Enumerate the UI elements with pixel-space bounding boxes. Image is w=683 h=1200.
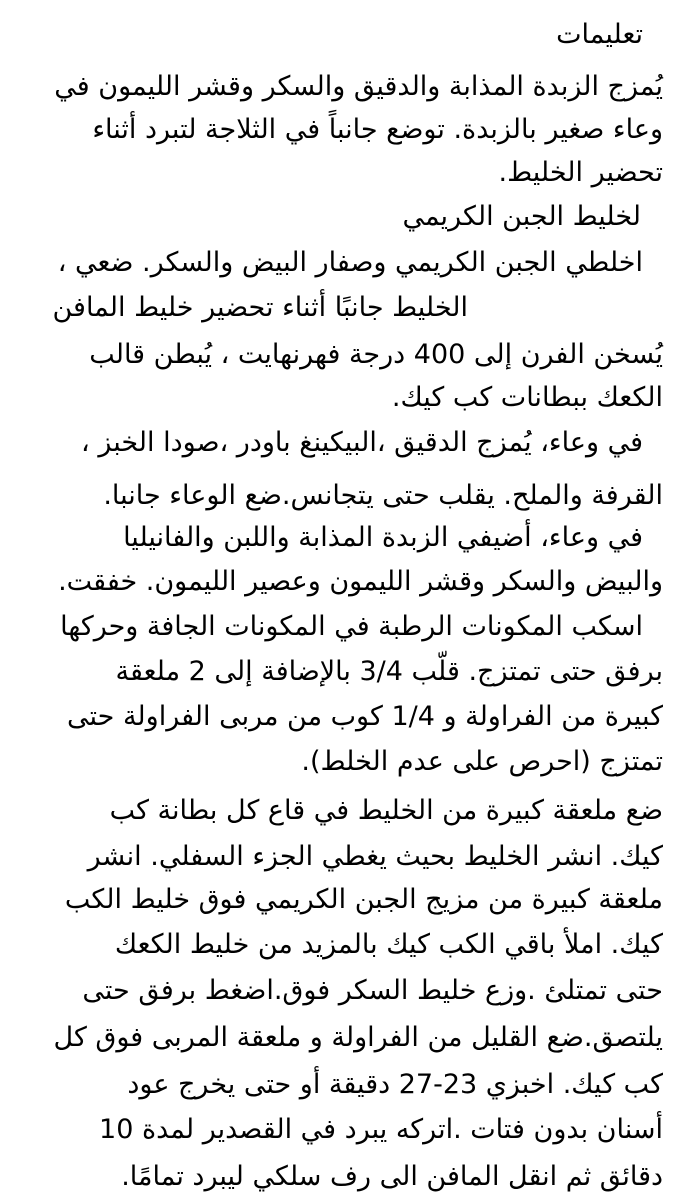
text-line: الخليط جانبًا أثناء تحضير خليط المافن <box>52 292 468 323</box>
text-line: حتى تمتلئ .وزع خليط السكر فوق.اضغط برفق حتى <box>82 975 663 1006</box>
text-line: تحضير الخليط. <box>498 157 663 188</box>
text-line: برفق حتى تمتزج. قلّب 3/4 بالإضافة إلى 2 ملعقة <box>115 656 663 687</box>
text-line: وعاء صغير بالزبدة. توضع جانباً في الثلاجة لتبرد أثناء <box>92 114 663 145</box>
text-line: كيك. انشر الخليط بحيث يغطي الجزء السفلي. انشر <box>87 841 663 872</box>
text-line: والبيض والسكر وقشر الليمون وعصير الليمون. خفقت. <box>58 566 663 597</box>
text-line: ضع ملعقة كبيرة من الخليط في قاع كل بطانة كب <box>109 795 663 826</box>
text-line: كيك. املأ باقي الكب كيك بالمزيد من خليط الكعك <box>114 929 663 960</box>
text-line: الكعك ببطانات كب كيك. <box>391 382 663 413</box>
text-line: كبيرة من الفراولة و 1/4 كوب من مربى الفراولة حتى <box>67 701 663 732</box>
text-line: كب كيك. اخبزي 23-27 دقيقة أو حتى يخرج عود <box>127 1069 663 1100</box>
text-line: اسكب المكونات الرطبة في المكونات الجافة وحركها <box>60 611 643 642</box>
text-line: أسنان بدون فتات .اتركه يبرد في القصدير لمدة 10 <box>99 1114 663 1145</box>
text-line: يُمزج الزبدة المذابة والدقيق والسكر وقشر الليمون في <box>54 71 663 102</box>
text-line: يلتصق.ضع القليل من الفراولة و ملعقة المربى فوق كل <box>53 1022 663 1053</box>
text-line: تمتزج (احرص على عدم الخلط). <box>301 746 663 777</box>
text-line: ملعقة كبيرة من مزيج الجبن الكريمي فوق خليط الكب <box>64 884 663 915</box>
text-line: في وعاء، أضيفي الزبدة المذابة واللبن والفانيليا <box>123 522 643 553</box>
text-line: دقائق ثم انقل المافن الى رف سلكي ليبرد تمامًا. <box>121 1161 663 1192</box>
text-line: يُسخن الفرن إلى 400 درجة فهرنهايت ، يُبطن قالب <box>89 339 663 370</box>
section-heading: لخليط الجبن الكريمي <box>402 201 641 232</box>
text-line: في وعاء، يُمزج الدقيق ،البيكينغ باودر ،صودا الخبز ، <box>81 427 643 458</box>
instructions-heading: تعليمات <box>556 19 643 50</box>
text-line: القرفة والملح. يقلب حتى يتجانس.ضع الوعاء جانبا. <box>103 480 663 511</box>
text-line: اخلطي الجبن الكريمي وصفار البيض والسكر. ضعي ، <box>57 247 643 278</box>
